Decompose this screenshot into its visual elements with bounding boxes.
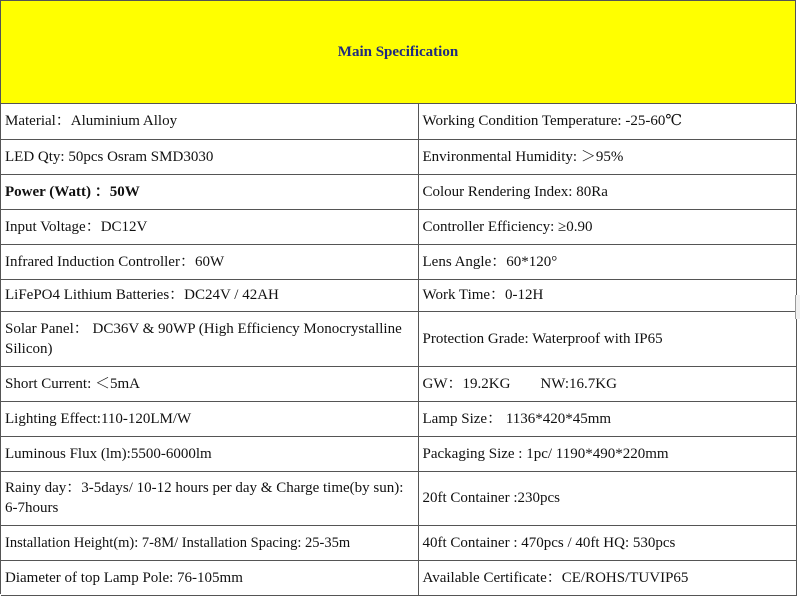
spec-cell-right: Protection Grade: Waterproof with IP65	[418, 311, 796, 366]
table-row	[1, 279, 796, 311]
spec-cell-left: Infrared Induction Controller：60W	[1, 244, 418, 279]
spec-cell-right: 20ft Container :230pcs	[418, 471, 796, 525]
table-row	[1, 209, 796, 244]
table-row	[1, 525, 796, 560]
spec-cell-left: Lighting Effect:110-120LM/W	[1, 401, 418, 436]
spec-cell-right: Working Condition Temperature: -25-60℃	[418, 104, 796, 139]
spec-cell-right: Colour Rendering Index: 80Ra	[418, 174, 796, 209]
spec-cell-right: Environmental Humidity: ＞95%	[418, 139, 796, 174]
spec-cell-left: Short Current: ＜5mA	[1, 366, 418, 401]
spec-cell-left: Power (Watt) ：50W	[1, 174, 418, 209]
spec-cell-left: Diameter of top Lamp Pole: 76-105mm	[1, 560, 418, 595]
table-row	[1, 436, 796, 471]
spec-cell-left: Solar Panel： DC36V & 90WP (High Efficiency Monocrystalline Silicon)	[1, 311, 418, 366]
table-row	[1, 174, 796, 209]
spec-cell-right: Lens Angle：60*120°	[418, 244, 796, 279]
spec-cell-left: Input Voltage：DC12V	[1, 209, 418, 244]
spec-table	[1, 104, 797, 596]
spec-cell-right: Packaging Size : 1pc/ 1190*490*220mm	[418, 436, 796, 471]
scrollbar-edge[interactable]	[795, 295, 800, 319]
spec-cell-right: Work Time：0-12H	[418, 279, 796, 311]
table-row	[1, 560, 796, 595]
table-row	[1, 401, 796, 436]
table-row	[1, 366, 796, 401]
spec-cell-right: 40ft Container : 470pcs / 40ft HQ: 530pcs	[418, 525, 796, 560]
table-row	[1, 471, 796, 525]
page-title: Main Specification	[337, 43, 459, 60]
spec-cell-right: Lamp Size： 1136*420*45mm	[418, 401, 796, 436]
table-row	[1, 311, 796, 366]
spec-cell-left: LED Qty: 50pcs Osram SMD3030	[1, 139, 418, 174]
spec-cell-left: Rainy day：3-5days/ 10-12 hours per day & Charge time(by sun): 6-7hours	[1, 471, 418, 525]
spec-cell-left: Material：Aluminium Alloy	[1, 104, 418, 139]
spec-cell-left: Installation Height(m): 7-8M/ Installation Spacing: 25-35m	[1, 525, 418, 560]
table-row	[1, 139, 796, 174]
table-row	[1, 104, 796, 139]
header-banner	[1, 1, 796, 104]
table-row	[1, 244, 796, 279]
spec-cell-left: Luminous Flux (lm):5500-6000lm	[1, 436, 418, 471]
spec-cell-right: GW：19.2KG NW:16.7KG	[418, 366, 796, 401]
spec-cell-left: LiFePO4 Lithium Batteries：DC24V / 42AH	[1, 279, 418, 311]
spec-cell-right: Controller Efficiency: ≥0.90	[418, 209, 796, 244]
spec-cell-right: Available Certificate：CE/ROHS/TUVIP65	[418, 560, 796, 595]
